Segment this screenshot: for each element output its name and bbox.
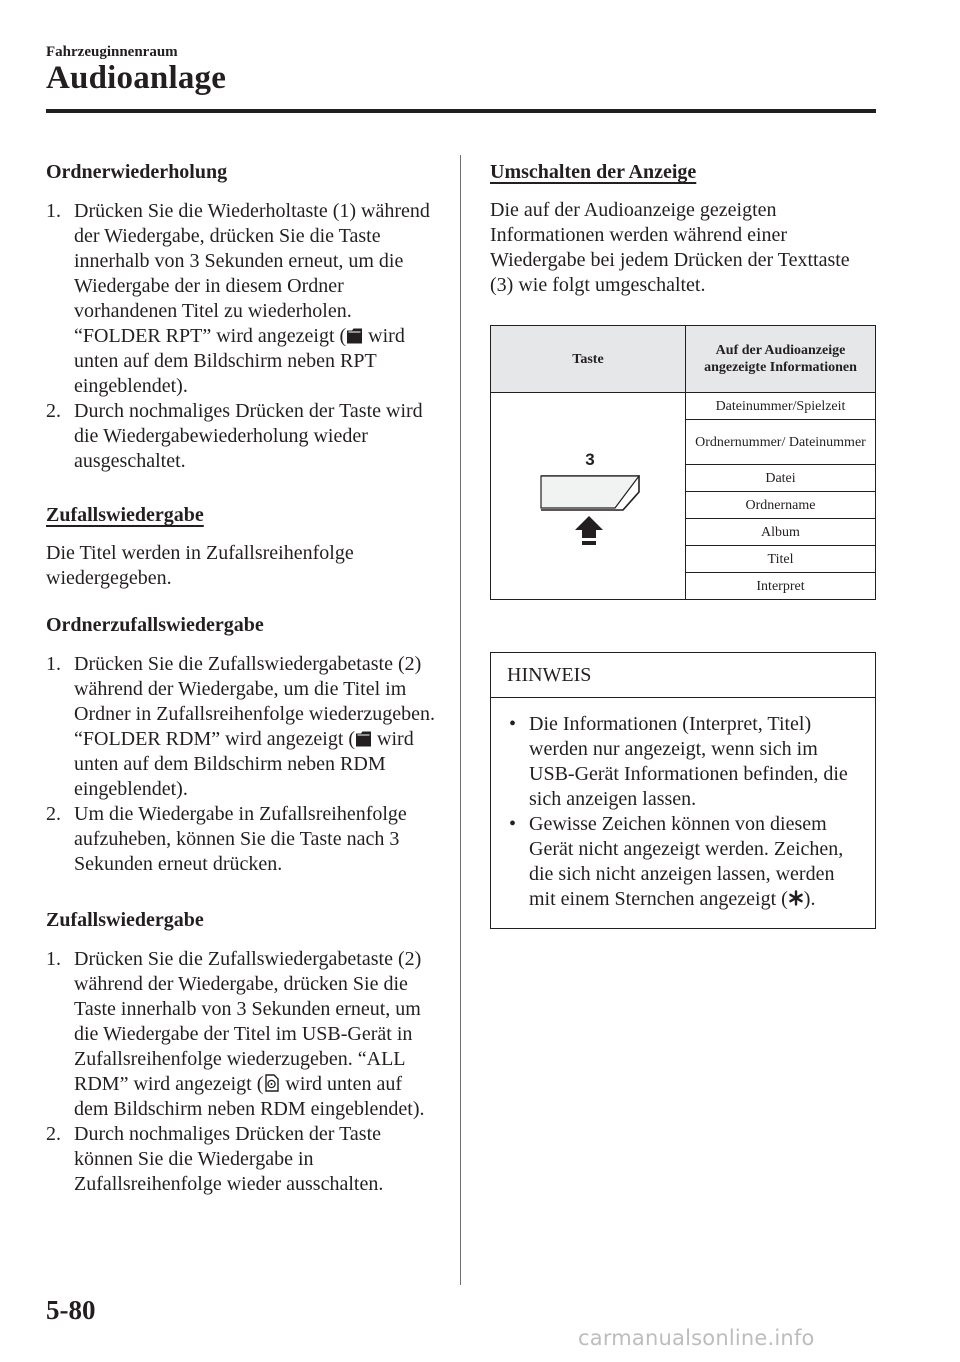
step-number: 1. [46, 200, 61, 222]
section-heading-umschalten: Umschalten der Anzeige [490, 161, 697, 183]
step-item [46, 1122, 438, 1197]
asterisk-icon [788, 890, 804, 906]
table-cell-info: Interpret [686, 573, 876, 600]
step-text-cont: wird unten auf dem Bildschirm neben RPT eingeblendet). [74, 325, 405, 397]
step-item [46, 652, 438, 802]
step-text: Durch nochmaliges Drücken der Taste können Sie die Wiedergabe in Zufallsreihenfolge wieder ausschalten. [74, 1123, 384, 1195]
table-cell-info: Dateinummer/Spielzeit [686, 393, 876, 420]
paragraph-zufallswiedergabe: Die Titel werden in Zufallsreihenfolge wiedergegeben. [46, 542, 354, 589]
table-cell-info: Ordnername [686, 492, 876, 519]
step-item [46, 399, 438, 474]
table-cell-button: 3 [491, 393, 686, 600]
bullet-dot: • [509, 813, 517, 835]
watermark: carmanualsonline.info [578, 1326, 815, 1350]
press-arrow-icon [575, 516, 603, 545]
info-table [490, 325, 876, 600]
disc-icon [263, 1073, 280, 1093]
table-cell-info: Album [686, 519, 876, 546]
paragraph-umschalten: Die auf der Audioanzeige gezeigten Informationen werden während einer Wiedergabe bei jedem Drücken der Texttaste (3) wie folgt umgeschaltet. [490, 199, 850, 296]
steps-ordnerzufallswiedergabe [46, 652, 438, 877]
page-title: Audioanlage [46, 60, 227, 96]
step-text: Drücken Sie die Wiederholtaste (1) während der Wiedergabe, drücken Sie die Taste innerhalb von 3 Sekunden erneut, um die Wiedergabe der in diesem Ordner vorhandenen Titel zu wiederholen. “FOLDER RPT” wird angezeigt ( [74, 200, 430, 347]
note-bullet-text-end: ). [803, 888, 816, 910]
step-text: Drücken Sie die Zufallswiedergabetaste (2) während der Wiedergabe, um die Titel im Ordner in Zufallsreihenfolge wiederzugeben. “FOLDER RDM” wird angezeigt ( [74, 653, 435, 750]
note-bullet-item [507, 812, 865, 912]
steps-ordnerwiederholung [46, 199, 438, 474]
folder-icon [355, 731, 372, 746]
table-header-taste: Taste [491, 326, 686, 393]
table-cell-info: Datei [686, 465, 876, 492]
right-column [490, 160, 876, 929]
title-rule [46, 109, 876, 113]
section-heading-zufallswiedergabe: Zufallswiedergabe [46, 504, 204, 526]
step-item [46, 947, 438, 1122]
step-number: 1. [46, 948, 61, 970]
section-heading-ordnerzufallswiedergabe: Ordnerzufallswiedergabe [46, 614, 264, 636]
note-bullet-item [507, 712, 865, 812]
table-header-info: Auf der Audioanzeige angezeigte Informationen [686, 326, 876, 393]
step-number: 2. [46, 1123, 61, 1145]
note-body [491, 698, 875, 928]
step-item [46, 802, 438, 877]
page-number: 5-80 [46, 1295, 96, 1325]
table-header-row [491, 326, 876, 393]
step-text: Drücken Sie die Zufallswiedergabetaste (2) während der Wiedergabe, drücken Sie die Taste innerhalb von 3 Sekunden erneut, um die Wiedergabe der Titel im USB-Gerät in Zufallsreihenfolge wiederzugeben. “ALL RDM” wird angezeigt ( [74, 948, 422, 1095]
step-number: 2. [46, 400, 61, 422]
step-item [46, 199, 438, 399]
section-heading-ordnerwiederholung: Ordnerwiederholung [46, 161, 228, 183]
note-bullet-text: Die Informationen (Interpret, Titel) werden nur angezeigt, wenn sich im USB-Gerät Informationen befinden, die sich anzeigen lassen. [529, 713, 848, 810]
column-divider [460, 155, 461, 1285]
step-text: Um die Wiedergabe in Zufallsreihenfolge aufzuheben, können Sie die Taste nach 3 Sekunden erneut drücken. [74, 803, 407, 875]
step-text: Durch nochmaliges Drücken der Taste wird die Wiedergabewiederholung wieder ausgeschaltet. [74, 400, 423, 472]
left-column [46, 160, 438, 1197]
bullet-dot: • [509, 713, 517, 735]
chapter-label: Fahrzeuginnenraum [46, 44, 178, 60]
table-row [491, 393, 876, 420]
step-text-cont: wird unten auf dem Bildschirm neben RDM eingeblendet). [74, 1073, 425, 1120]
folder-icon [346, 328, 363, 343]
note-bullets [507, 712, 865, 912]
steps-zufallswiedergabe [46, 947, 438, 1197]
note-heading: HINWEIS [491, 653, 875, 698]
section-heading-zufallswiedergabe-2: Zufallswiedergabe [46, 909, 204, 931]
note-bullet-text: Gewisse Zeichen können von diesem Gerät nicht angezeigt werden. Zeichen, die sich nicht anzeigen lassen, werden mit einem Sternchen angezeigt ( [529, 813, 844, 910]
step-number: 2. [46, 803, 61, 825]
note-box [490, 652, 876, 929]
step-number: 1. [46, 653, 61, 675]
table-cell-info: Titel [686, 546, 876, 573]
table-cell-info: Ordnernummer/ Dateinummer [686, 420, 876, 465]
step-text-cont: wird unten auf dem Bildschirm neben RDM eingeblendet). [74, 728, 414, 800]
